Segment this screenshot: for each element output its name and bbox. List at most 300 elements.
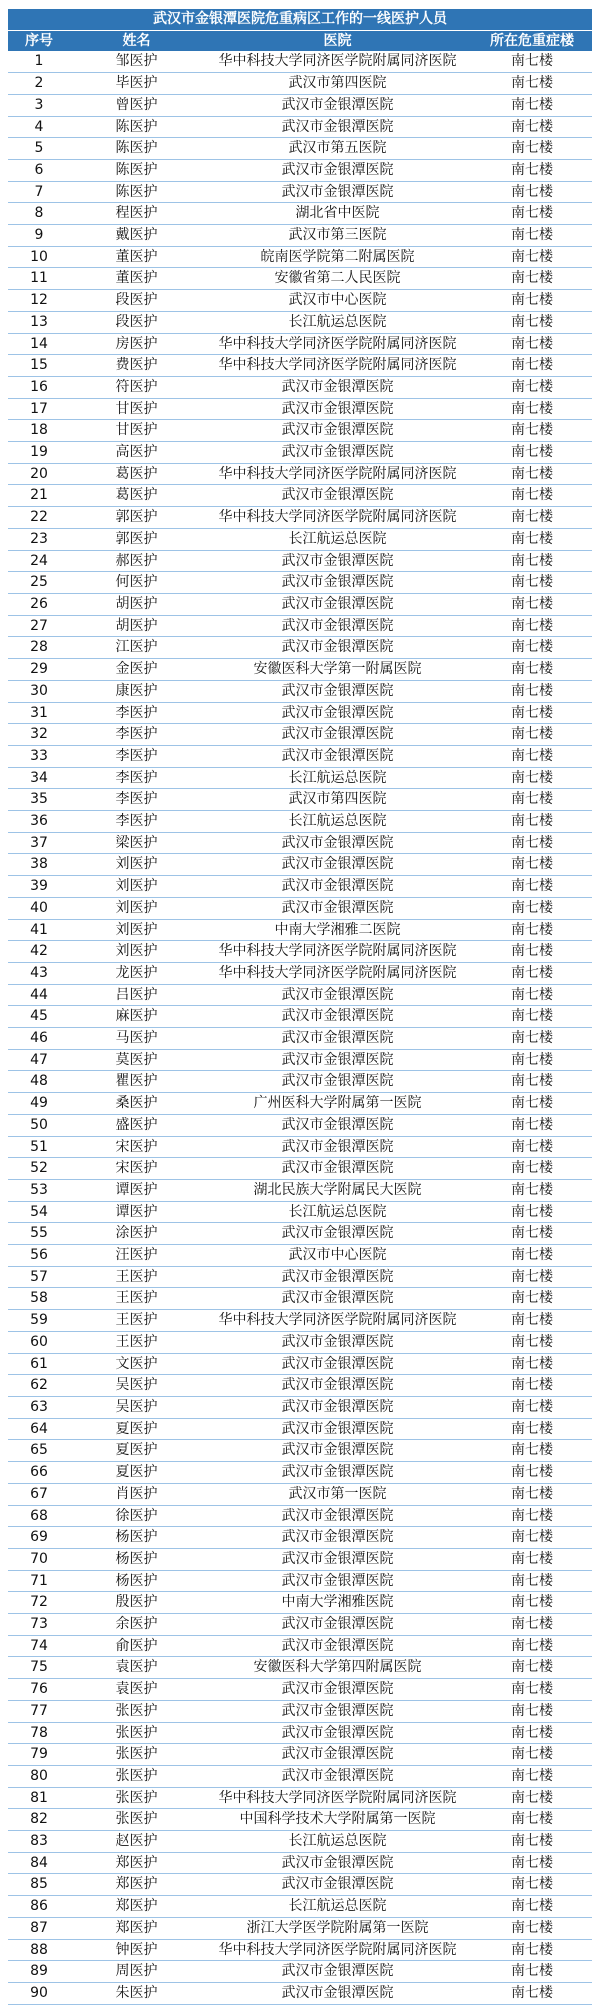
cell-hospital: 武汉市金银潭医院 — [203, 854, 472, 876]
cell-index: 27 — [8, 615, 70, 637]
cell-building: 南七楼 — [472, 1809, 592, 1831]
table-row — [8, 463, 592, 485]
cell-index: 2 — [8, 73, 70, 95]
cell-building: 南七楼 — [472, 1049, 592, 1071]
cell-building: 南七楼 — [472, 311, 592, 333]
table-row — [8, 485, 592, 507]
cell-hospital: 中南大学湘雅二医院 — [203, 919, 472, 941]
table-row — [8, 876, 592, 898]
cell-index: 14 — [8, 333, 70, 355]
cell-hospital: 安徽省第二人民医院 — [203, 268, 472, 290]
cell-index: 65 — [8, 1440, 70, 1462]
cell-hospital: 武汉市金银潭医院 — [203, 1982, 472, 2004]
cell-hospital: 华中科技大学同济医学院附属同济医院 — [203, 463, 472, 485]
cell-index: 38 — [8, 854, 70, 876]
table-row — [8, 767, 592, 789]
cell-name: 夏医护 — [70, 1440, 203, 1462]
cell-hospital: 华中科技大学同济医学院附属同济医院 — [203, 355, 472, 377]
cell-index: 75 — [8, 1657, 70, 1679]
table-row — [8, 181, 592, 203]
cell-building: 南七楼 — [472, 246, 592, 268]
cell-name: 王医护 — [70, 1288, 203, 1310]
cell-index: 58 — [8, 1288, 70, 1310]
cell-name: 刘医护 — [70, 941, 203, 963]
cell-index: 28 — [8, 637, 70, 659]
cell-index: 64 — [8, 1418, 70, 1440]
cell-index: 3 — [8, 94, 70, 116]
cell-hospital: 华中科技大学同济医学院附属同济医院 — [203, 1787, 472, 1809]
cell-building: 南七楼 — [472, 1679, 592, 1701]
cell-name: 徐医护 — [70, 1505, 203, 1527]
cell-hospital: 长江航运总医院 — [203, 1201, 472, 1223]
column-header-hospital: 医院 — [203, 30, 472, 51]
cell-hospital: 武汉市金银潭医院 — [203, 1397, 472, 1419]
table-row — [8, 811, 592, 833]
cell-index: 51 — [8, 1136, 70, 1158]
cell-index: 81 — [8, 1787, 70, 1809]
table-row — [8, 73, 592, 95]
cell-name: 余医护 — [70, 1614, 203, 1636]
table-row — [8, 1700, 592, 1722]
cell-index: 74 — [8, 1635, 70, 1657]
cell-index: 18 — [8, 420, 70, 442]
table-row — [8, 1722, 592, 1744]
cell-building: 南七楼 — [472, 485, 592, 507]
table-row — [8, 203, 592, 225]
cell-index: 5 — [8, 138, 70, 160]
cell-index: 57 — [8, 1266, 70, 1288]
cell-hospital: 武汉市金银潭医院 — [203, 1114, 472, 1136]
cell-index: 67 — [8, 1483, 70, 1505]
table-row — [8, 1136, 592, 1158]
cell-index: 59 — [8, 1310, 70, 1332]
table-title: 武汉市金银潭医院危重病区工作的一线医护人员 — [8, 9, 592, 30]
cell-building: 南七楼 — [472, 1700, 592, 1722]
cell-name: 曾医护 — [70, 94, 203, 116]
table-row — [8, 116, 592, 138]
cell-hospital: 武汉市金银潭医院 — [203, 420, 472, 442]
cell-name: 郑医护 — [70, 1852, 203, 1874]
table-row — [8, 1917, 592, 1939]
cell-building: 南七楼 — [472, 1548, 592, 1570]
staff-table — [8, 9, 592, 2005]
cell-name: 葛医护 — [70, 485, 203, 507]
cell-building: 南七楼 — [472, 1353, 592, 1375]
table-row — [8, 637, 592, 659]
cell-building: 南七楼 — [472, 203, 592, 225]
cell-name: 段医护 — [70, 311, 203, 333]
cell-hospital: 武汉市金银潭医院 — [203, 1353, 472, 1375]
cell-name: 甘医护 — [70, 420, 203, 442]
table-row — [8, 1266, 592, 1288]
cell-name: 夏医护 — [70, 1418, 203, 1440]
cell-name: 马医护 — [70, 1028, 203, 1050]
cell-index: 70 — [8, 1548, 70, 1570]
cell-index: 34 — [8, 767, 70, 789]
cell-name: 葛医护 — [70, 463, 203, 485]
table-row — [8, 1071, 592, 1093]
table-row — [8, 1201, 592, 1223]
cell-name: 张医护 — [70, 1722, 203, 1744]
table-row — [8, 420, 592, 442]
cell-hospital: 武汉市金银潭医院 — [203, 745, 472, 767]
table-row — [8, 1288, 592, 1310]
cell-name: 郑医护 — [70, 1896, 203, 1918]
cell-name: 张医护 — [70, 1744, 203, 1766]
cell-index: 35 — [8, 789, 70, 811]
table-row — [8, 398, 592, 420]
cell-name: 高医护 — [70, 442, 203, 464]
cell-building: 南七楼 — [472, 1635, 592, 1657]
table-row — [8, 1787, 592, 1809]
cell-hospital: 广州医科大学附属第一医院 — [203, 1093, 472, 1115]
table-row — [8, 507, 592, 529]
cell-name: 李医护 — [70, 767, 203, 789]
cell-index: 46 — [8, 1028, 70, 1050]
table-row — [8, 1896, 592, 1918]
cell-hospital: 武汉市金银潭医院 — [203, 1375, 472, 1397]
cell-index: 43 — [8, 962, 70, 984]
cell-building: 南七楼 — [472, 1744, 592, 1766]
cell-building: 南七楼 — [472, 572, 592, 594]
cell-index: 62 — [8, 1375, 70, 1397]
cell-name: 殷医护 — [70, 1592, 203, 1614]
cell-hospital: 武汉市金银潭医院 — [203, 550, 472, 572]
table-row — [8, 1809, 592, 1831]
cell-index: 54 — [8, 1201, 70, 1223]
table-row — [8, 1093, 592, 1115]
cell-hospital: 长江航运总医院 — [203, 1896, 472, 1918]
cell-building: 南七楼 — [472, 333, 592, 355]
cell-hospital: 武汉市金银潭医院 — [203, 1635, 472, 1657]
cell-index: 25 — [8, 572, 70, 594]
cell-hospital: 武汉市金银潭医院 — [203, 1679, 472, 1701]
cell-name: 李医护 — [70, 702, 203, 724]
cell-building: 南七楼 — [472, 1570, 592, 1592]
cell-hospital: 武汉市金银潭医院 — [203, 1874, 472, 1896]
cell-hospital: 武汉市第四医院 — [203, 789, 472, 811]
table-row — [8, 1548, 592, 1570]
cell-name: 杨医护 — [70, 1548, 203, 1570]
table-row — [8, 1657, 592, 1679]
cell-index: 73 — [8, 1614, 70, 1636]
table-row — [8, 680, 592, 702]
cell-name: 陈医护 — [70, 181, 203, 203]
cell-building: 南七楼 — [472, 225, 592, 247]
cell-hospital: 皖南医学院第二附属医院 — [203, 246, 472, 268]
cell-hospital: 武汉市金银潭医院 — [203, 702, 472, 724]
table-row — [8, 51, 592, 72]
cell-hospital: 长江航运总医院 — [203, 311, 472, 333]
column-header-building: 所在危重症楼 — [472, 30, 592, 51]
cell-building: 南七楼 — [472, 73, 592, 95]
cell-index: 13 — [8, 311, 70, 333]
cell-hospital: 武汉市金银潭医院 — [203, 1722, 472, 1744]
cell-hospital: 武汉市第一医院 — [203, 1483, 472, 1505]
cell-name: 郑医护 — [70, 1917, 203, 1939]
table-title-row — [8, 9, 592, 30]
cell-name: 杨医护 — [70, 1527, 203, 1549]
cell-index: 80 — [8, 1765, 70, 1787]
column-header-index: 序号 — [8, 30, 70, 51]
cell-index: 19 — [8, 442, 70, 464]
cell-index: 55 — [8, 1223, 70, 1245]
cell-hospital: 华中科技大学同济医学院附属同济医院 — [203, 333, 472, 355]
staff-table-container — [8, 9, 592, 2005]
table-row — [8, 1028, 592, 1050]
table-row — [8, 1049, 592, 1071]
cell-building: 南七楼 — [472, 1527, 592, 1549]
cell-index: 1 — [8, 51, 70, 72]
cell-name: 程医护 — [70, 203, 203, 225]
cell-building: 南七楼 — [472, 962, 592, 984]
cell-index: 26 — [8, 593, 70, 615]
cell-name: 袁医护 — [70, 1657, 203, 1679]
cell-name: 董医护 — [70, 246, 203, 268]
cell-hospital: 武汉市金银潭医院 — [203, 1028, 472, 1050]
cell-index: 40 — [8, 897, 70, 919]
table-row — [8, 659, 592, 681]
cell-index: 49 — [8, 1093, 70, 1115]
table-row — [8, 1006, 592, 1028]
table-row — [8, 724, 592, 746]
cell-building: 南七楼 — [472, 702, 592, 724]
cell-hospital: 武汉市金银潭医院 — [203, 1744, 472, 1766]
cell-index: 53 — [8, 1179, 70, 1201]
cell-index: 22 — [8, 507, 70, 529]
table-row — [8, 1179, 592, 1201]
cell-index: 44 — [8, 984, 70, 1006]
table-row — [8, 1874, 592, 1896]
table-row — [8, 1440, 592, 1462]
table-row — [8, 94, 592, 116]
cell-hospital: 武汉市金银潭医院 — [203, 1961, 472, 1983]
cell-name: 周医护 — [70, 1961, 203, 1983]
cell-building: 南七楼 — [472, 637, 592, 659]
cell-building: 南七楼 — [472, 832, 592, 854]
cell-index: 84 — [8, 1852, 70, 1874]
cell-hospital: 华中科技大学同济医学院附属同济医院 — [203, 507, 472, 529]
cell-hospital: 武汉市金银潭医院 — [203, 94, 472, 116]
cell-hospital: 长江航运总医院 — [203, 811, 472, 833]
cell-index: 8 — [8, 203, 70, 225]
cell-name: 费医护 — [70, 355, 203, 377]
cell-hospital: 武汉市金银潭医院 — [203, 832, 472, 854]
cell-building: 南七楼 — [472, 984, 592, 1006]
cell-building: 南七楼 — [472, 615, 592, 637]
cell-name: 符医护 — [70, 376, 203, 398]
cell-building: 南七楼 — [472, 290, 592, 312]
cell-name: 戴医护 — [70, 225, 203, 247]
table-row — [8, 376, 592, 398]
cell-building: 南七楼 — [472, 1114, 592, 1136]
table-body — [8, 51, 592, 2004]
cell-hospital: 武汉市金银潭医院 — [203, 1440, 472, 1462]
table-row — [8, 1114, 592, 1136]
cell-hospital: 武汉市金银潭医院 — [203, 159, 472, 181]
table-row — [8, 1158, 592, 1180]
cell-name: 朱医护 — [70, 1982, 203, 2004]
cell-building: 南七楼 — [472, 1028, 592, 1050]
cell-name: 谭医护 — [70, 1179, 203, 1201]
cell-index: 36 — [8, 811, 70, 833]
table-row — [8, 1831, 592, 1853]
cell-building: 南七楼 — [472, 1765, 592, 1787]
cell-building: 南七楼 — [472, 1961, 592, 1983]
cell-building: 南七楼 — [472, 1917, 592, 1939]
table-row — [8, 1505, 592, 1527]
cell-name: 董医护 — [70, 268, 203, 290]
cell-index: 24 — [8, 550, 70, 572]
cell-hospital: 武汉市金银潭医院 — [203, 1049, 472, 1071]
cell-name: 刘医护 — [70, 897, 203, 919]
table-row — [8, 1397, 592, 1419]
cell-name: 涂医护 — [70, 1223, 203, 1245]
cell-name: 何医护 — [70, 572, 203, 594]
cell-name: 刘医护 — [70, 854, 203, 876]
cell-index: 60 — [8, 1331, 70, 1353]
cell-hospital: 武汉市金银潭医院 — [203, 1006, 472, 1028]
table-row — [8, 1527, 592, 1549]
table-row — [8, 442, 592, 464]
cell-building: 南七楼 — [472, 1093, 592, 1115]
cell-hospital: 华中科技大学同济医学院附属同济医院 — [203, 1939, 472, 1961]
cell-building: 南七楼 — [472, 51, 592, 72]
cell-name: 王医护 — [70, 1310, 203, 1332]
table-row — [8, 138, 592, 160]
cell-hospital: 华中科技大学同济医学院附属同济医院 — [203, 1310, 472, 1332]
cell-hospital: 武汉市金银潭医院 — [203, 1266, 472, 1288]
cell-hospital: 武汉市金银潭医院 — [203, 876, 472, 898]
cell-name: 郝医护 — [70, 550, 203, 572]
cell-index: 4 — [8, 116, 70, 138]
table-row — [8, 941, 592, 963]
cell-name: 吕医护 — [70, 984, 203, 1006]
cell-hospital: 华中科技大学同济医学院附属同济医院 — [203, 941, 472, 963]
cell-building: 南七楼 — [472, 680, 592, 702]
cell-name: 陈医护 — [70, 138, 203, 160]
cell-building: 南七楼 — [472, 1831, 592, 1853]
cell-hospital: 武汉市金银潭医院 — [203, 398, 472, 420]
table-row — [8, 854, 592, 876]
cell-building: 南七楼 — [472, 1179, 592, 1201]
cell-building: 南七楼 — [472, 420, 592, 442]
table-row — [8, 225, 592, 247]
cell-index: 68 — [8, 1505, 70, 1527]
cell-index: 72 — [8, 1592, 70, 1614]
table-header-row — [8, 30, 592, 51]
cell-name: 郭医护 — [70, 507, 203, 529]
cell-building: 南七楼 — [472, 376, 592, 398]
cell-building: 南七楼 — [472, 1136, 592, 1158]
cell-name: 李医护 — [70, 811, 203, 833]
cell-hospital: 武汉市金银潭医院 — [203, 1852, 472, 1874]
cell-hospital: 武汉市金银潭医院 — [203, 1071, 472, 1093]
table-row — [8, 1982, 592, 2004]
cell-name: 江医护 — [70, 637, 203, 659]
cell-index: 30 — [8, 680, 70, 702]
cell-building: 南七楼 — [472, 767, 592, 789]
cell-hospital: 武汉市金银潭医院 — [203, 680, 472, 702]
table-row — [8, 1635, 592, 1657]
cell-index: 7 — [8, 181, 70, 203]
cell-hospital: 华中科技大学同济医学院附属同济医院 — [203, 51, 472, 72]
cell-index: 45 — [8, 1006, 70, 1028]
cell-building: 南七楼 — [472, 507, 592, 529]
cell-building: 南七楼 — [472, 1375, 592, 1397]
cell-name: 刘医护 — [70, 876, 203, 898]
cell-hospital: 长江航运总医院 — [203, 528, 472, 550]
cell-index: 6 — [8, 159, 70, 181]
cell-index: 37 — [8, 832, 70, 854]
cell-building: 南七楼 — [472, 1223, 592, 1245]
cell-index: 90 — [8, 1982, 70, 2004]
table-row — [8, 1353, 592, 1375]
cell-building: 南七楼 — [472, 138, 592, 160]
cell-index: 82 — [8, 1809, 70, 1831]
cell-hospital: 长江航运总医院 — [203, 767, 472, 789]
cell-name: 胡医护 — [70, 615, 203, 637]
table-row — [8, 528, 592, 550]
table-row — [8, 897, 592, 919]
cell-name: 文医护 — [70, 1353, 203, 1375]
cell-building: 南七楼 — [472, 811, 592, 833]
cell-index: 71 — [8, 1570, 70, 1592]
table-row — [8, 1570, 592, 1592]
cell-hospital: 武汉市金银潭医院 — [203, 1614, 472, 1636]
cell-index: 32 — [8, 724, 70, 746]
cell-building: 南七楼 — [472, 919, 592, 941]
cell-hospital: 武汉市金银潭医院 — [203, 1700, 472, 1722]
cell-index: 78 — [8, 1722, 70, 1744]
cell-hospital: 武汉市金银潭医院 — [203, 572, 472, 594]
cell-building: 南七楼 — [472, 159, 592, 181]
cell-index: 11 — [8, 268, 70, 290]
cell-name: 康医护 — [70, 680, 203, 702]
cell-index: 85 — [8, 1874, 70, 1896]
cell-name: 李医护 — [70, 724, 203, 746]
cell-index: 61 — [8, 1353, 70, 1375]
table-row — [8, 1614, 592, 1636]
cell-name: 杨医护 — [70, 1570, 203, 1592]
cell-building: 南七楼 — [472, 528, 592, 550]
cell-index: 52 — [8, 1158, 70, 1180]
cell-hospital: 武汉市金银潭医院 — [203, 1136, 472, 1158]
cell-name: 陈医护 — [70, 116, 203, 138]
cell-name: 谭医护 — [70, 1201, 203, 1223]
cell-name: 张医护 — [70, 1700, 203, 1722]
table-row — [8, 1744, 592, 1766]
cell-hospital: 武汉市金银潭医院 — [203, 1418, 472, 1440]
cell-hospital: 武汉市金银潭医院 — [203, 181, 472, 203]
table-row — [8, 1592, 592, 1614]
table-row — [8, 1310, 592, 1332]
cell-name: 陈医护 — [70, 159, 203, 181]
cell-building: 南七楼 — [472, 463, 592, 485]
cell-hospital: 武汉市金银潭医院 — [203, 615, 472, 637]
cell-name: 肖医护 — [70, 1483, 203, 1505]
cell-hospital: 长江航运总医院 — [203, 1831, 472, 1853]
cell-name: 夏医护 — [70, 1462, 203, 1484]
table-row — [8, 1375, 592, 1397]
cell-building: 南七楼 — [472, 1896, 592, 1918]
cell-hospital: 武汉市金银潭医院 — [203, 1505, 472, 1527]
cell-name: 龙医护 — [70, 962, 203, 984]
table-row — [8, 1418, 592, 1440]
cell-name: 张医护 — [70, 1765, 203, 1787]
cell-name: 赵医护 — [70, 1831, 203, 1853]
cell-name: 胡医护 — [70, 593, 203, 615]
